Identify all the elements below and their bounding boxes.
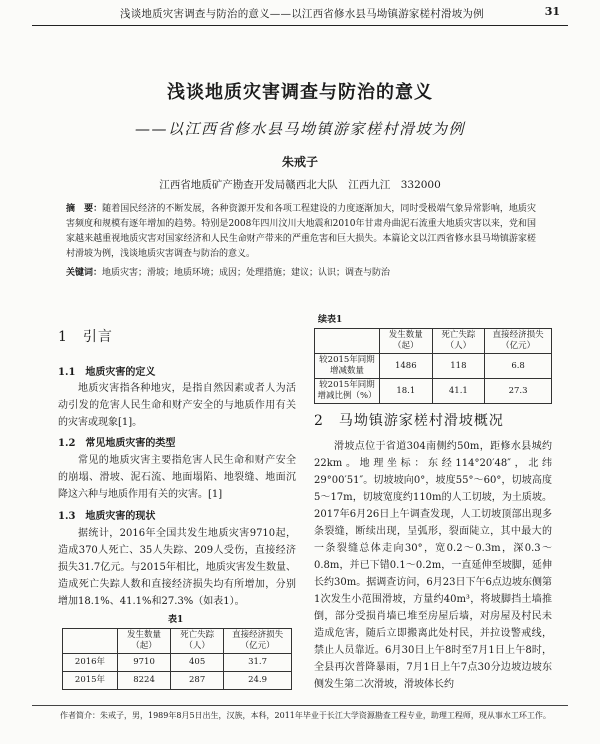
section-2-heading: 2 马坳镇游家槎村滑坡概况 bbox=[314, 413, 504, 429]
table-header-cell: 发生数量（起） bbox=[118, 629, 171, 654]
affiliation: 江西省地质矿产勘查开发局赣西北大队 江西九江 332000 bbox=[159, 179, 441, 191]
section-1-3-heading: 1.3 地质灾害的现状 bbox=[58, 511, 156, 522]
running-title: 浅谈地质灾害调查与防治的意义——以江西省修水县马坳镇游家槎村滑坡为例 bbox=[120, 8, 484, 20]
table-row bbox=[63, 654, 292, 672]
paper-title: 浅谈地质灾害调查与防治的意义 bbox=[167, 82, 433, 103]
table-cell: 18.1 bbox=[380, 379, 433, 404]
table-1-caption: 表1 bbox=[168, 615, 184, 625]
table-cell: 287 bbox=[171, 672, 224, 690]
section-1-2-body bbox=[58, 452, 296, 503]
table-header-cell: 直接经济损失（亿元） bbox=[224, 629, 292, 654]
author-footnote: 作者简介：朱戒子，男，1989年8月5日出生，汉族，本科，2011年毕业于长江大学资源勘查工程专业，助理工程师，现从事水工环工作。 bbox=[60, 711, 551, 720]
section-2-text: 滑坡点位于省道304南侧约50m，距修水县城约22km。地理坐标：东经114°20′48″，北纬29°00′51″。切坡坡向0°，坡度55°～60°，切坡高度5～17m，切坡宽度约110m的人工切坡，为土质坡。2017年6月26日上午调查发现，人工切坡顶部出现多条裂缝，断续出现，呈弧形，裂面陡立，其中最大的一条裂缝总体走向30°，宽0.2～0.3m，深0.3～0.8m，并已下错0.1～0.2m，一直延伸至坡脚，延伸长约30m。据调查访问，6月23日下午6点边坡东侧第1次发生小范围滑坡，方量约40m³，将坡脚挡土墙推倒，部分受损肖墙已堆至房屋后墙，对房屋及村民未造成危害，随后立即搬离此处村民，并拉设警戒线，禁止人员靠近。6月30日上午8时至7月1日上午8时，全县再次普降暴雨，7月1日上午7点30分边坡边坡东侧发生第二次滑坡，滑坡体长约 bbox=[314, 441, 552, 690]
table-header-cell: 直接经济损失（亿元） bbox=[485, 329, 552, 354]
table-1-cont-caption: 续表1 bbox=[318, 315, 343, 325]
section-1-1-text: 地质灾害指各种地灾，是指自然因素或者人为活动引发的危害人民生命和财产安全的与地质作用有关的灾害或现象[1]。 bbox=[58, 383, 296, 428]
page-number: 31 bbox=[544, 5, 560, 18]
table-header-cell bbox=[315, 329, 380, 354]
table-cell: 2016年 bbox=[63, 654, 118, 672]
section-1-1-body bbox=[58, 380, 296, 431]
table-1 bbox=[62, 628, 292, 690]
table-cell: 24.9 bbox=[224, 672, 292, 690]
table-cell: 1486 bbox=[380, 354, 433, 379]
abstract bbox=[66, 202, 536, 262]
keywords-label: 关键词： bbox=[66, 268, 103, 278]
table-row bbox=[315, 354, 552, 379]
table-header-row bbox=[315, 329, 552, 354]
header-rule bbox=[32, 25, 568, 26]
table-row bbox=[315, 379, 552, 404]
table-header-cell: 死亡失踪（人） bbox=[432, 329, 485, 354]
table-row bbox=[63, 672, 292, 690]
table-cell: 118 bbox=[432, 354, 485, 379]
table-cell: 较2015年同期增减比例（%） bbox=[315, 379, 380, 404]
section-1-3-text: 据统计，2016年全国共发生地质灾害9710起，造成370人死亡、35人失踪、209人受伤，直接经济损失31.7亿元。与2015年相比，地质灾害发生数量、造成死亡失踪人数和直接经济损失均有所增加，分别增加18.1%、41.1%和27.3%（如表1）。 bbox=[58, 528, 296, 607]
section-2-body bbox=[314, 438, 552, 700]
table-cell: 31.7 bbox=[224, 654, 292, 672]
section-1-2-heading: 1.2 常见地质灾害的类型 bbox=[58, 438, 176, 449]
table-header-cell bbox=[63, 629, 118, 654]
table-header-row bbox=[63, 629, 292, 654]
abstract-label: 摘 要： bbox=[66, 204, 103, 214]
table-cell: 较2015年同期增减数量 bbox=[315, 354, 380, 379]
table-1-continued bbox=[314, 328, 552, 404]
abstract-text: 随着国民经济的不断发展，各种资源开发和各项工程建设的力度逐渐加大，同时受极端气象异常影响，地质灾害频度和规模有逐年增加的趋势。特别是2008年四川汶川大地震和2010年甘肃舟曲泥石流重大地质灾害以来，党和国家越来越重视地质灾害对国家经济和人民生命财产带来的严重危害和巨大损失。本篇论文以江西省修水县马坳镇游家槎村滑坡为例，浅谈地质灾害调查与防治的意义。 bbox=[66, 204, 536, 259]
table-cell: 27.3 bbox=[485, 379, 552, 404]
section-1-3-body bbox=[58, 525, 296, 610]
section-1-1-heading: 1.1 地质灾害的定义 bbox=[58, 367, 156, 378]
author: 朱戒子 bbox=[281, 155, 318, 169]
footnote-rule bbox=[32, 705, 568, 706]
table-header-cell: 发生数量（起） bbox=[380, 329, 433, 354]
running-header bbox=[0, 0, 600, 28]
table-cell: 41.1 bbox=[432, 379, 485, 404]
table-cell: 9710 bbox=[118, 654, 171, 672]
keywords-text: 地质灾害；滑坡；地质环境；成因；处理措施；建议；认识；调查与防治 bbox=[102, 268, 391, 278]
table-cell: 6.8 bbox=[485, 354, 552, 379]
table-cell: 8224 bbox=[118, 672, 171, 690]
table-cell: 2015年 bbox=[63, 672, 118, 690]
paper-subtitle: ——以江西省修水县马坳镇游家槎村滑坡为例 bbox=[134, 120, 465, 138]
section-1-2-text: 常见的地质灾害主要指危害人民生命和财产安全的崩塌、滑坡、泥石流、地面塌陷、地裂缝、地面沉降这六种与地质作用有关的灾害。[1] bbox=[58, 455, 296, 500]
table-cell: 405 bbox=[171, 654, 224, 672]
section-1-heading: 1 引言 bbox=[58, 329, 113, 345]
table-header-cell: 死亡失踪（人） bbox=[171, 629, 224, 654]
keywords bbox=[66, 266, 536, 281]
